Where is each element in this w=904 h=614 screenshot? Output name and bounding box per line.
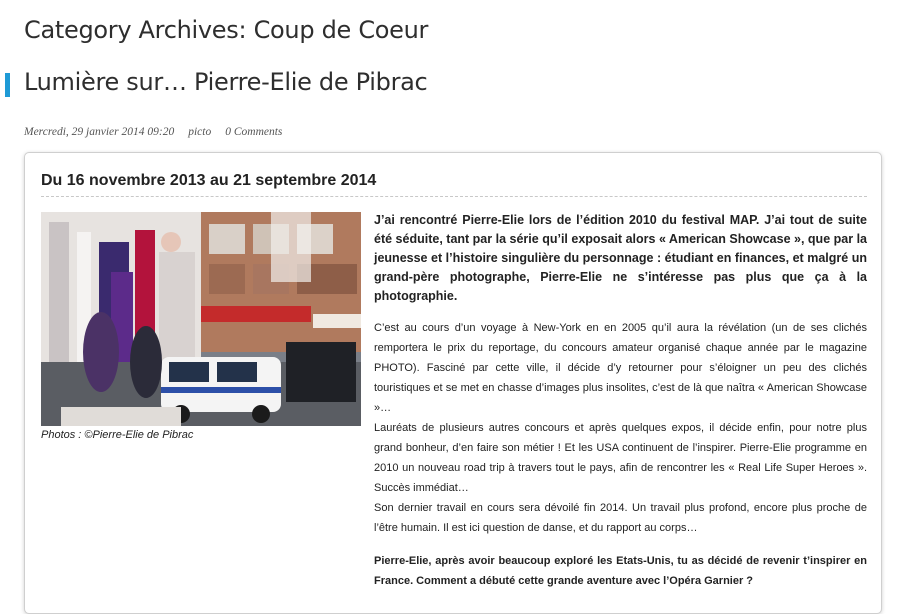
comments-link[interactable]: 0 Comments — [225, 126, 283, 138]
post-date: Mercredi, 29 janvier 2014 09:20 — [24, 126, 175, 138]
article-box — [24, 152, 882, 614]
article-photo — [41, 212, 361, 426]
article-heading: Du 16 novembre 2013 au 21 septembre 2014 — [41, 172, 867, 197]
article-paragraph-3: Son dernier travail en cours sera dévoilé fin 2014. Un travail plus profond, encore plus proche de l’être humain. Il est ici question de danse, et du rapport au corps… — [374, 502, 867, 534]
article-paragraph-1: C’est au cours d’un voyage à New-York en en 2005 qu’il aura la révélation (un de ses clichés remportera le prix du reportage, du concours amateur organisé chaque année par le magazine PHOTO). Fasciné par cette ville, il décide d’y retourner pour s’éloigner un peu des clichés touristiques et se met en chasse d’images plus insolites, c’est de là que naîtra « American Showcase »… — [374, 322, 867, 414]
article-lead: J’ai rencontré Pierre-Elie lors de l’édition 2010 du festival MAP. J’ai tout de suite été séduite, tant par la série qu’il exposait alors « American Showcase », que par la jeunesse et l’histoire singulière du personnage : étudiant en finances, et malgré un grand-père photographe, Pierre-Elie ne s’intéresse pas plus que ça à la photographie. — [374, 213, 867, 303]
interview-question: Pierre-Elie, après avoir beaucoup exploré les Etats-Unis, tu as décidé de revenir t’inspirer en France. Comment a débuté cette grande aventure avec l’Opéra Garnier ? — [374, 555, 867, 587]
article-paragraph-2: Lauréats de plusieurs autres concours et après quelques expos, il décide enfin, pour notre plus grand bonheur, d’en faire son métier ! Et les USA continuent de l’inspirer. Pierre-Elie programme en 2010 un nouveau road trip à travers tout le pays, afin de rencontrer les « Real Life Super Heroes ». Succès immédiat… — [374, 422, 867, 494]
new-york-street-photo — [41, 212, 361, 426]
author-link[interactable]: picto — [188, 126, 212, 138]
post-meta — [24, 126, 282, 138]
post-title-link[interactable]: Lumière sur… Pierre-Elie de Pibrac — [24, 68, 428, 96]
post-title-accent-bar — [5, 73, 10, 97]
article-text — [374, 211, 867, 591]
category-title: Category Archives: Coup de Coeur — [24, 16, 429, 44]
photo-caption: Photos : ©Pierre-Elie de Pibrac — [41, 429, 194, 441]
